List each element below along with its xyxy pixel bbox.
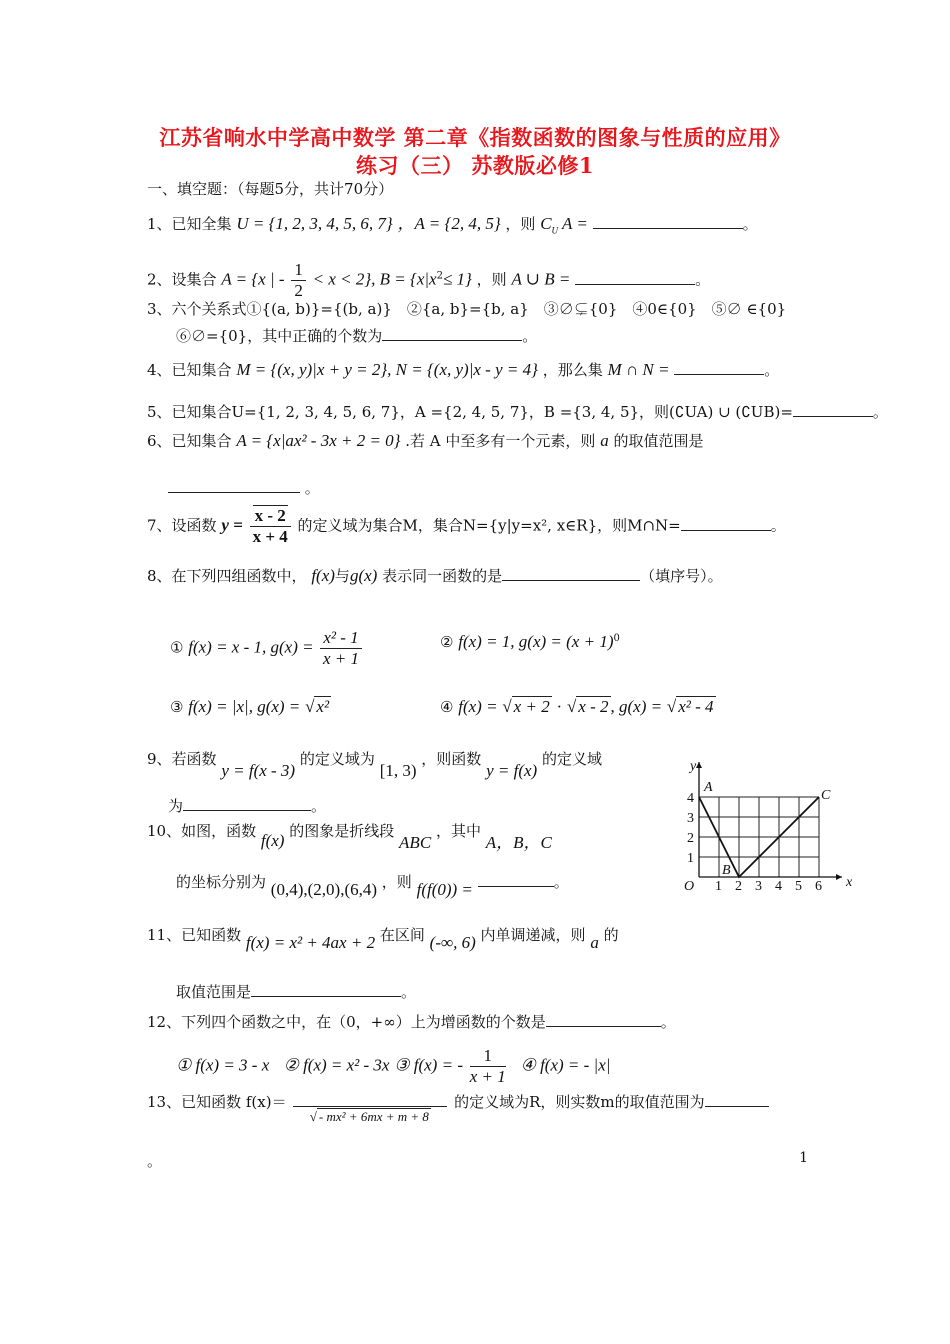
question-13-end: 。 <box>147 1152 163 1170</box>
q1-lead: 1、已知全集 <box>147 215 232 233</box>
page-number: 1 <box>799 1150 808 1166</box>
question-1: 1、已知全集 U = {1, 2, 3, 4, 5, 6, 7} ，A = {2, 4, 5} ，则 $C_U$ A = 。 <box>147 214 758 236</box>
q2-fraction: $\frac{1}{2}$ <box>291 260 306 301</box>
question-10-line2: 的坐标分别为 (0,4),(2,0),(6,4) ，则 f(f(0)) = 。 <box>176 870 569 893</box>
y-tick-label: 1 <box>687 851 694 866</box>
y-tick-label: 3 <box>687 811 694 826</box>
q8-answer-blank[interactable] <box>502 564 640 581</box>
y-tick-label: 4 <box>687 791 694 806</box>
polyline-graph <box>670 752 870 897</box>
question-11-line2: 取值范围是 。 <box>176 980 416 1003</box>
y-axis-label: y <box>690 759 697 774</box>
q8-option-1: ① f(x) = x - 1, g(x) = $\frac{\text{x² - 1}}{x + 1}$ <box>170 628 364 669</box>
question-3-line1: 3、六个关系式①{(a, b)}={(b, a)} ②{a, b}={b, a} ③∅⊊{0} ④0∈{0} ⑤∅ ∈{0} <box>147 300 787 318</box>
point-c-label: C <box>821 788 831 803</box>
question-13: 13、已知函数 f(x)＝ √ - mx² + 6mx + m + 8 的定义域为R，则实数m的取值范围为 <box>147 1090 769 1127</box>
x-tick-label: 6 <box>815 879 822 894</box>
point-a-label: A <box>704 780 713 795</box>
q1-tail: ，则 <box>505 215 536 233</box>
section-heading: 一、填空题：（每题5分，共计70分） <box>147 180 394 198</box>
q13-fraction: √ - mx² + 6mx + m + 8 <box>293 1098 447 1127</box>
question-7: 7、设函数 y = $\frac{x - 2}{x + 4}$ 的定义域为集合M，集合N={y|y=x², x∈R}，则M∩N= 。 <box>147 506 786 546</box>
q10-answer-blank[interactable] <box>478 870 554 887</box>
x-tick-label: 4 <box>775 879 782 894</box>
q11-answer-blank[interactable] <box>251 980 401 997</box>
q1-complement: $C_U$ A = <box>540 214 588 236</box>
y-tick-label: 2 <box>687 831 694 846</box>
question-12: 12、下列四个函数之中，在（0，+∞）上为增函数的个数是 。 <box>147 1010 676 1033</box>
y-axis-arrow <box>696 762 702 768</box>
q5-answer-blank[interactable] <box>793 400 873 417</box>
point-b-label: B <box>722 863 731 878</box>
q12-options: ① f(x) = 3 - x ② f(x) = x² - 3x ③ f(x) = - $\frac{1}{x + 1}$ ④ f(x) = - |x| <box>176 1046 611 1086</box>
x-tick-label: 2 <box>735 879 742 894</box>
q1-answer-blank[interactable] <box>593 212 743 229</box>
q12-answer-blank[interactable] <box>546 1010 661 1027</box>
x-tick-label: 5 <box>795 879 802 894</box>
q1-universal-set: U = {1, 2, 3, 4, 5, 6, 7} <box>236 214 393 233</box>
q2-lead: 2、设集合 <box>147 270 217 289</box>
question-9: 9、若函数 y = f(x - 3) 的定义域为 [1, 3) ，则函数 y = f(x) 的定义域 <box>147 750 602 780</box>
q6-answer-blank[interactable] <box>168 476 300 493</box>
q13-answer-blank[interactable] <box>705 1090 769 1107</box>
question-6: 6、已知集合 A = {x|ax² - 3x + 2 = 0} .若 A 中至多有一个元素，则 a 的取值范围是 <box>147 431 704 450</box>
q4-intersection: M ∩ N = <box>607 360 670 379</box>
x-tick-label: 3 <box>755 879 762 894</box>
x-tick-label: 1 <box>715 879 722 894</box>
q3-answer-blank[interactable] <box>382 324 522 341</box>
doc-title-line2: 练习（三） 苏教版必修1 <box>356 153 594 178</box>
question-2: 2、设集合 A = {x | - $\frac{1}{2}$ < x < 2}, $B = \{x|x^2\le 1\}$ ，则 A ∪ B = 。 <box>147 260 711 300</box>
q8-option-2: ② f(x) = 1, $g(x) = (x + 1)^0$ <box>440 632 620 651</box>
q2-answer-blank[interactable] <box>575 268 695 285</box>
question-10: 10、如图，函数 f(x) 的图象是折线段 ABC ，其中 A，B，C <box>147 822 552 852</box>
question-5: 5、已知集合U={1, 2, 3, 4, 5, 6, 7}，A ={2, 4, 5, 7}，B ={3, 4, 5}，则(∁UA) ∪ (∁UB)= 。 <box>147 400 888 423</box>
q9-answer-blank[interactable] <box>183 794 311 811</box>
doc-title-line1: 江苏省响水中学高中数学 第二章《指数函数的图象与性质的应用》 <box>159 125 791 150</box>
x-axis-arrow <box>836 874 842 880</box>
question-9-line2: 为 。 <box>168 794 326 817</box>
q1-set-a: ，A = {2, 4, 5} <box>397 214 501 233</box>
x-axis-label: x <box>846 875 853 890</box>
q6-set-expr: A = {x|ax² - 3x + 2 = 0} <box>236 431 401 450</box>
q4-answer-blank[interactable] <box>674 358 764 375</box>
q2-union-expr: A ∪ B = <box>511 269 571 289</box>
question-11: 11、已知函数 f(x) = x² + 4ax + 2 在区间 (-∞, 6) 内单调递减，则 a 的 <box>147 926 619 952</box>
question-8: 8、在下列四组函数中， f(x)与g(x) 表示同一函数的是 （填序号）。 <box>147 566 723 585</box>
question-6-answer-line: 。 <box>168 476 320 499</box>
q4-sets-expr: M = {(x, y)|x + y = 2}, N = {(x, y)|x - y = 4} <box>236 360 538 379</box>
q8-option-4: ④ f(x) = √ x + 2 · √ x - 2 , g(x) = √ x² - 4 <box>440 697 714 716</box>
origin-label: O <box>684 879 695 894</box>
question-4: 4、已知集合 M = {(x, y)|x + y = 2}, N = {(x, y)|x - y = 4} ，那么集 M ∩ N = 。 <box>147 360 780 379</box>
question-3-line2: ⑥∅={0}，其中正确的个数为 。 <box>176 324 537 347</box>
q7-answer-blank[interactable] <box>681 514 771 531</box>
q8-option-3: ③ f(x) = |x|, g(x) = √ x² <box>170 697 330 716</box>
q7-fraction: $\frac{x - 2}{x + 4}$ <box>250 506 291 547</box>
